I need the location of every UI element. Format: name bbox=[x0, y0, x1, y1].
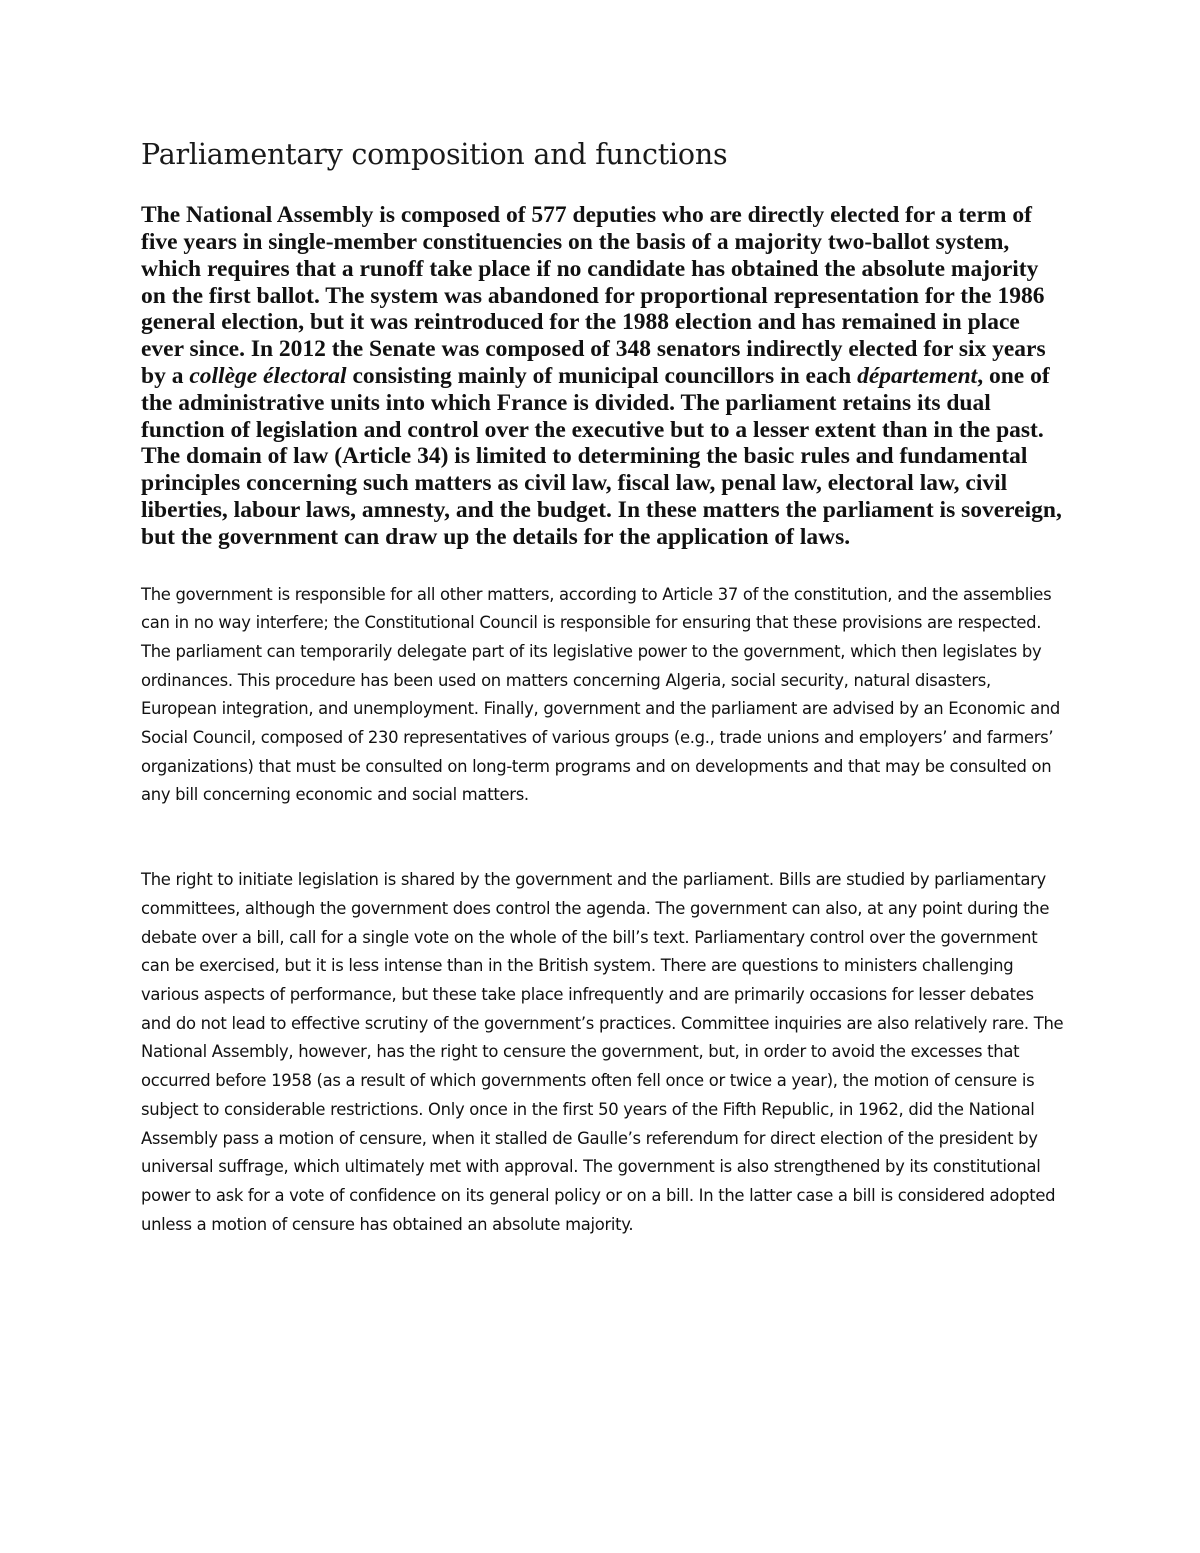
paragraph-parliament-composition bbox=[141, 202, 1066, 550]
paragraph-legislation-initiative: The right to initiate legislation is shared by the government and the parliament. Bills are studied by parliamentary committees, although the government does control the agenda. The government can also, at any point during the debate over a bill, call for a single vote on the whole of the bill’s text. Parliamentary control over the government can be exercised, but it is less intense than in the British system. There are questions to ministers challenging various aspects of performance, but these take place infrequently and are primarily occasions for lesser debates and do not lead to effective scrutiny of the government’s practices. Committee inquiries are also relatively rare. The National Assembly, however, has the right to censure the government, but, in order to avoid the excesses that occurred before 1958 (as a result of which governments often fell once or twice a year), the motion of censure is subject to considerable restrictions. Only once in the first 50 years of the Fifth Republic, in 1962, did the National Assembly pass a motion of censure, when it stalled de Gaulle’s referendum for direct election of the president by universal suffrage, which ultimately met with approval. The government is also strengthened by its constitutional power to ask for a vote of confidence on its general policy or on a bill. In the latter case a bill is considered adopted unless a motion of censure has obtained an absolute majority. bbox=[141, 870, 1064, 1234]
document-page bbox=[141, 138, 1066, 1239]
italic-term-college-electoral: collège électoral bbox=[189, 362, 347, 389]
italic-term-departement: département bbox=[857, 362, 978, 389]
paragraph-text: The National Assembly is composed of 577 deputies who are directly elected for a term of five years in single-member constituencies on the basis of a majority two-ballot system, which requires that a runoff take place if no candidate has obtained the absolute majority on the first ballot. The system was abandoned for proportional representation for the 1986 general election, but it was reintroduced for the 1988 election and has remained in place ever since. In 2012 the Senate was composed of 348 senators indirectly elected for six years by a bbox=[141, 202, 1046, 389]
paragraph-text: , one of the administrative units into which France is divided. The parliament retains its dual function of legislation and control over the executive but to a lesser extent than in the past. The domain of law (Article 34) is limited to determining the basic rules and fundamental principles concerning such matters as civil law, fiscal law, penal law, electoral law, civil liberties, labour laws, amnesty, and the budget. In these matters the parliament is sovereign, but the government can draw up the details for the application of laws. bbox=[141, 362, 1062, 550]
paragraph-spacer bbox=[141, 810, 1066, 866]
paragraph-government-responsibilities: The government is responsible for all other matters, according to Article 37 of the constitution, and the assemblies can in no way interfere; the Constitutional Council is responsible for ensuring that these provisions are respected. The parliament can temporarily delegate part of its legislative power to the government, which then legislates by ordinances. This procedure has been used on matters concerning Algeria, social security, natural disasters, European integration, and unemployment. Finally, government and the parliament are advised by an Economic and Social Council, composed of 230 representatives of various groups (e.g., trade unions and employers’ and farmers’ organizations) that must be consulted on long-term programs and on developments and that may be consulted on any bill concerning economic and social matters. bbox=[141, 584, 1061, 805]
paragraph-text: consisting mainly of municipal councillors in each bbox=[346, 362, 858, 389]
document-title: Parliamentary composition and functions bbox=[141, 138, 728, 171]
